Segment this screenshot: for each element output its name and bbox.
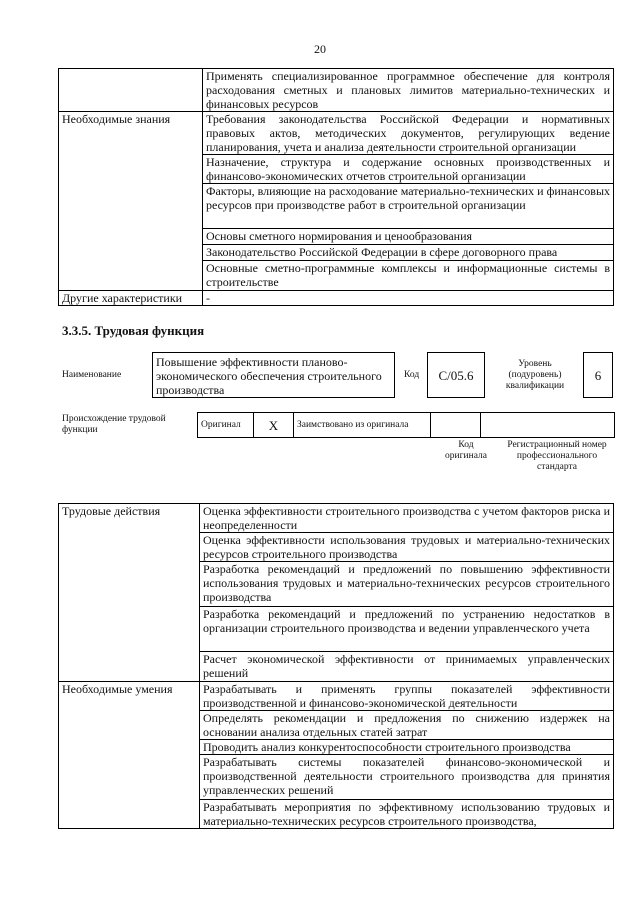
origin-table — [197, 412, 615, 438]
original-mark: X — [254, 413, 294, 438]
row-text: Разработка рекомендаций и предложений по устранению недостатков в организации строительного производства и ведении управленческого учета — [200, 607, 614, 652]
row-label — [59, 69, 203, 112]
row-label: Необходимые умения — [59, 682, 200, 829]
row-text: Разрабатывать и применять группы показателей эффективности производственной и финансово-экономической деятельности — [200, 682, 614, 711]
row-text: Разрабатывать мероприятия по эффективному использованию трудовых и материально-технических ресурсов строительного производства, — [200, 800, 614, 829]
row-text: Расчет экономической эффективности от принимаемых управленческих решений — [200, 652, 614, 682]
original-code-cell — [431, 413, 481, 438]
table-row — [59, 291, 614, 306]
knowledge-table — [58, 68, 614, 306]
row-text: Определять рекомендации и предложения по снижению издержек на основании анализа отдельных статей затрат — [200, 711, 614, 740]
function-name-box: Повышение эффективности планово-экономического обеспечения строительного производства — [152, 352, 395, 398]
row-label: Другие характеристики — [59, 291, 203, 306]
section-title: 3.3.5. Трудовая функция — [62, 323, 205, 338]
code-value-box: С/05.6 — [427, 352, 485, 398]
row-text: Назначение, структура и содержание основных производственных и финансово-экономических отчетов строительной организации — [203, 155, 614, 184]
row-text: Оценка эффективности использования трудовых и материально-технических ресурсов строительного производства — [200, 533, 614, 562]
table-row — [59, 504, 614, 533]
row-text: Основы сметного нормирования и ценообразования — [203, 229, 614, 245]
code-label: Код — [404, 370, 420, 380]
row-text: Разработка рекомендаций и предложений по повышению эффективности использования трудовых и материально-технических ресурсов строительного производства — [200, 562, 614, 607]
borrowed-label: Заимствовано из оригинала — [294, 413, 431, 438]
row-text: Факторы, влияющие на расходование материально-технических и финансовых ресурсов при производстве работ в строительной организации — [203, 184, 614, 229]
level-value-box: 6 — [583, 352, 613, 398]
level-label: Уровень (подуровень) квалификации — [505, 359, 565, 391]
table-row — [59, 682, 614, 711]
registration-number-cell — [481, 413, 615, 438]
original-label: Оригинал — [198, 413, 254, 438]
registration-caption: Регистрационный номер профессионального стандарта — [507, 440, 607, 472]
row-label: Трудовые действия — [59, 504, 200, 682]
row-text: Проводить анализ конкурентоспособности строительного производства — [200, 740, 614, 755]
origin-label: Происхождение трудовой функции — [62, 414, 166, 435]
row-text: Оценка эффективности строительного производства с учетом факторов риска и неопределенности — [200, 504, 614, 533]
table-row — [59, 69, 614, 112]
table-row — [59, 112, 614, 155]
row-text: Основные сметно-программные комплексы и информационные системы в строительстве — [203, 261, 614, 291]
row-text: Разрабатывать системы показателей финансово-экономической и производственной деятельности строительного производства для принятия управленческих решений — [200, 755, 614, 800]
row-text: - — [203, 291, 614, 306]
code-caption: Код оригинала — [445, 440, 487, 461]
row-text: Применять специализированное программное обеспечение для контроля расходования сметных и плановых лимитов материально-технических и финансовых ресурсов — [203, 69, 614, 112]
page-number: 20 — [314, 42, 326, 56]
row-label: Необходимые знания — [59, 112, 203, 291]
row-text: Законодательство Российской Федерации в сфере договорного права — [203, 245, 614, 261]
row-text: Требования законодательства Российской Федерации и нормативных правовых актов, методических документов, регулирующих ведение планирования, учета и анализа деятельности строительной организации — [203, 112, 614, 155]
labor-actions-table — [58, 503, 614, 829]
name-label: Наименование — [62, 370, 122, 380]
